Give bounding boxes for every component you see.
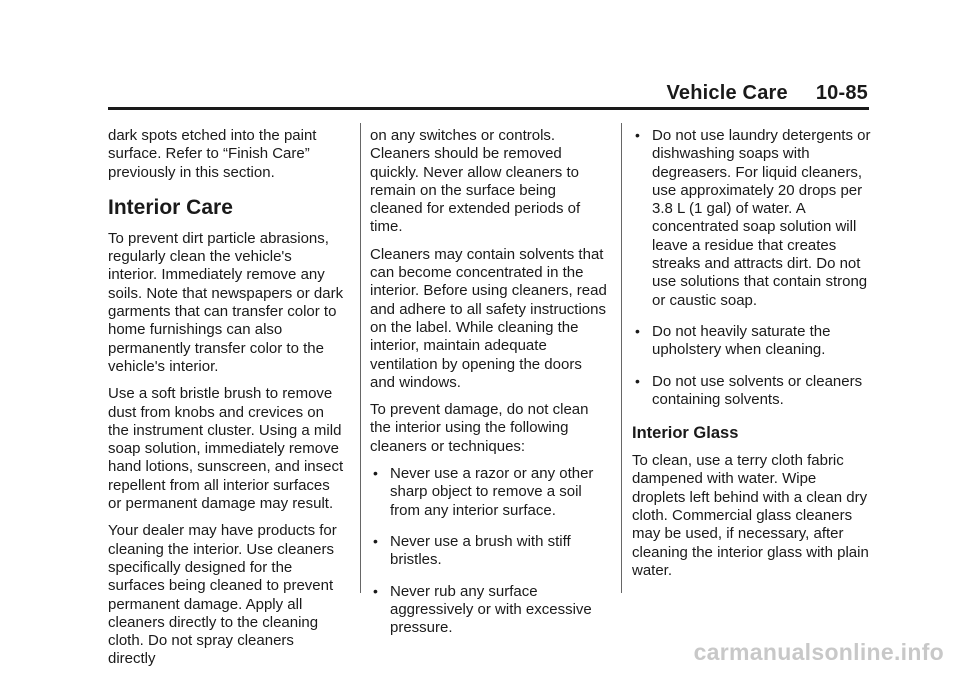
section-title: Vehicle Care bbox=[666, 82, 788, 104]
bullet-list bbox=[632, 127, 872, 409]
subsection-heading: Interior Glass bbox=[632, 424, 739, 443]
bullet-icon: • bbox=[635, 372, 640, 389]
column-1 bbox=[108, 127, 345, 678]
bullet-icon: • bbox=[373, 532, 378, 549]
list-item: • Do not use laundry detergents or dishwashing soaps with degreasers. For liquid cleaners, use approximately 20 drops per 3.8 L (1 gal) of water. A concentrated soap solution will leave a residue that creates streaks and attracts dirt. Do not use solutions that contain strong or caustic soap. bbox=[635, 127, 871, 309]
header-rule bbox=[108, 107, 869, 110]
paragraph: Use a soft bristle brush to remove dust from knobs and crevices on the instrument cluster. Using a mild soap solution, immediately remove hand lotions, sunscreen, and insect repellent from all interior surfaces or permanent damage may result. bbox=[108, 385, 344, 513]
list-item: • Never use a razor or any other sharp object to remove a soil from any interior surface. bbox=[373, 465, 594, 519]
bullet-icon: • bbox=[635, 322, 640, 339]
bullet-list bbox=[370, 465, 607, 637]
column-divider-2 bbox=[621, 123, 622, 593]
paragraph: Your dealer may have products for cleaning the interior. Use cleaners specifically designed for the surfaces being cleaned to prevent permanent damage. Apply all cleaners directly to the cleaning cloth. Do not spray cleaners directly bbox=[108, 522, 337, 668]
paragraph: To prevent damage, do not clean the interior using the following cleaners or techniques: bbox=[370, 401, 589, 455]
paragraph: Cleaners may contain solvents that can become concentrated in the interior. Before using cleaners, read and adhere to all safety instructions on the label. While cleaning the interior, maintain adequate ventilation by opening the doors and windows. bbox=[370, 245, 607, 391]
bullet-icon: • bbox=[635, 127, 640, 143]
list-item: • Never rub any surface aggressively or with excessive pressure. bbox=[373, 582, 592, 637]
paragraph: To prevent dirt particle abrasions, regularly clean the vehicle's interior. Immediately remove any soils. Note that newspapers or dark garments that can transfer color to home furnishings can also permanently transfer color to the vehicle's interior. bbox=[108, 229, 344, 375]
paragraph: To clean, use a terry cloth fabric dampened with water. Wipe droplets left behind with a clean dry cloth. Commercial glass cleaners may be used, if necessary, after cleaning the interior glass with plain water. bbox=[632, 452, 869, 579]
paragraph: on any switches or controls. Cleaners should be removed quickly. Never allow cleaners to remain on the surface being cleaned for extended periods of time. bbox=[370, 127, 581, 236]
page-header bbox=[666, 82, 868, 105]
page-number: 10-85 bbox=[815, 82, 868, 104]
column-divider-1 bbox=[360, 123, 361, 593]
list-item: • Do not use solvents or cleaners containing solvents. bbox=[635, 372, 863, 408]
list-item: • Do not heavily saturate the upholstery when cleaning. bbox=[635, 322, 831, 359]
intro-paragraph: dark spots etched into the paint surface. Refer to “Finish Care” previously in this section. bbox=[108, 127, 317, 181]
watermark: carmanualsonline.info bbox=[693, 639, 944, 665]
list-item: • Never use a brush with stiff bristles. bbox=[373, 532, 571, 569]
column-2 bbox=[370, 127, 607, 650]
column-3 bbox=[632, 127, 872, 589]
bullet-icon: • bbox=[373, 465, 378, 482]
bullet-icon: • bbox=[373, 582, 378, 599]
section-heading: Interior Care bbox=[108, 195, 233, 219]
